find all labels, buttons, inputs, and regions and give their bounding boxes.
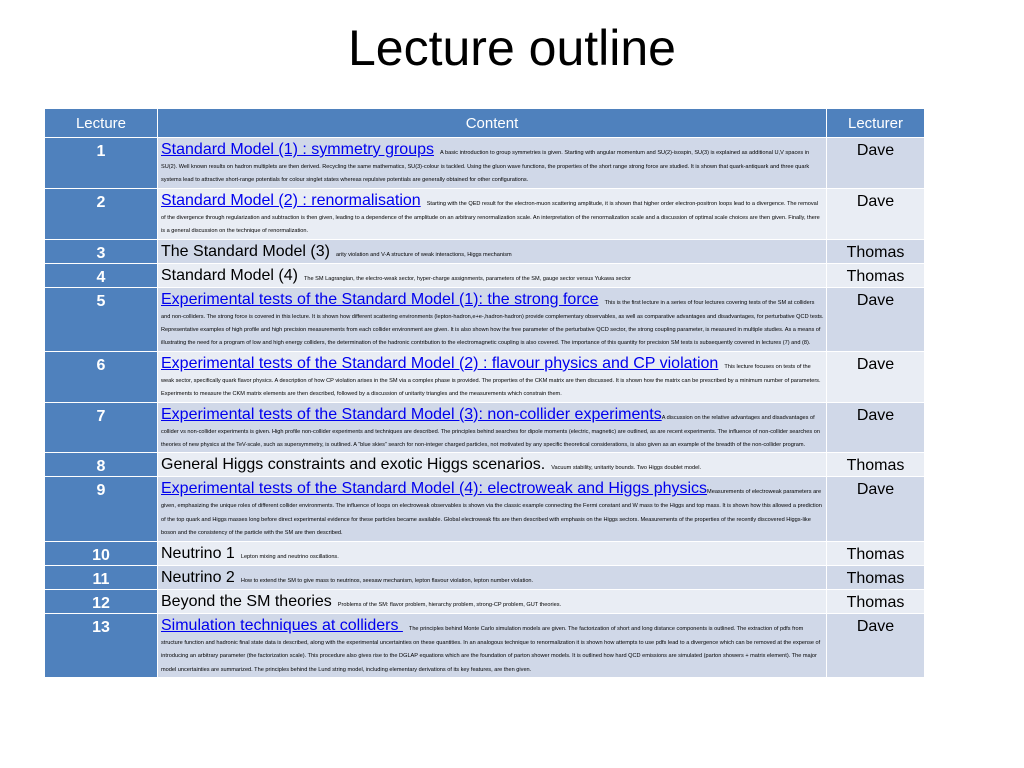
lecture-title-link[interactable]: Experimental tests of the Standard Model (2) : flavour physics and CP violation bbox=[161, 354, 719, 372]
lecture-title: Neutrino 1 bbox=[161, 544, 235, 562]
lecturer-name: Thomas bbox=[827, 565, 925, 589]
table-row bbox=[45, 138, 925, 189]
lecturer-name: Dave bbox=[827, 351, 925, 402]
lecture-description: A discussion on the relative advantages and disadvantages of collider vs non-collider experiments is given. High profile non-collider experiments and techniques are described. The principles behind searches for dipole moments (electric, magnetic) are outlined, as are recent experiments. The influence of non-collider searches on theories of new physics at the TeV-scale, such as supersymmetry, is outlined. A “blue skies” search for non-integer charged particles, not motivated by any specific theoretical considerations, is also given as an example of the breadth of the non-collider program. bbox=[161, 414, 820, 449]
lecture-description: This lecture focuses on tests of the weak sector, specifically quark flavor physics. A description of how CP violation arises in the SM via a complex phase is provided. The properties of the CKM matrix are then discussed. It is shown how the matrix can be prescribed by a minimum number of parameters. Experiments to measure the CKM matrix elements are then described, followed by a discussion of unitarity triangles and the measurements which constrain them. bbox=[161, 363, 821, 398]
lecturer-name: Dave bbox=[827, 188, 925, 239]
lecture-content bbox=[158, 138, 827, 189]
lecture-title-link[interactable]: Standard Model (2) : renormalisation bbox=[161, 191, 421, 209]
lecture-number: 11 bbox=[45, 565, 158, 589]
lecture-title-link[interactable]: Experimental tests of the Standard Model (3): non-collider experiments bbox=[161, 405, 662, 423]
table-row bbox=[45, 239, 925, 263]
lecture-content bbox=[158, 402, 827, 453]
lecturer-name: Dave bbox=[827, 402, 925, 453]
lecture-outline-table bbox=[44, 108, 925, 678]
lecture-description: The principles behind Monte Carlo simulation models are given. The factorization of short and long distance components is outlined. The extraction of pdfs from structure function and hadronic final state data is described, along with the experimental uncertainties on these quantities. In an analogous technique to renormalization it is shown how attempts to use pdfs lead to a divergence which can be removed at the expense of introducing an arbitrary parameter (the factorization scale). This procedure also gives rise to the DGLAP equations which are the foundation of parton shower models. It is outlined how hard QCD emissions are simulated (parton showers + matrix element). The major model uncertainties are summarized. The principles behind the Lund string model, including elementary derivations of its key features, are then given. bbox=[161, 625, 821, 673]
table-body bbox=[45, 138, 925, 678]
table-row bbox=[45, 565, 925, 589]
lecture-number: 10 bbox=[45, 541, 158, 565]
lecture-description: The SM Lagrangian, the electro-weak sector, hyper-charge assignments, parameters of the SM, gauge sector versus Yukawa sector bbox=[303, 275, 631, 282]
lecturer-name: Thomas bbox=[827, 239, 925, 263]
lecture-content bbox=[158, 477, 827, 541]
lecture-title-link[interactable]: Simulation techniques at colliders bbox=[161, 616, 403, 634]
lecture-number: 12 bbox=[45, 589, 158, 613]
lecture-title: General Higgs constraints and exotic Higgs scenarios. bbox=[161, 456, 546, 474]
lecturer-name: Dave bbox=[827, 613, 925, 677]
lecture-title-link[interactable]: Standard Model (1) : symmetry groups bbox=[161, 141, 434, 158]
page-title: Lecture outline bbox=[347, 20, 676, 76]
lecturer-name: Thomas bbox=[827, 263, 925, 287]
header-lecturer: Lecturer bbox=[827, 109, 925, 138]
lecture-number: 8 bbox=[45, 453, 158, 477]
lecture-title: Neutrino 2 bbox=[161, 568, 235, 586]
lecture-number: 1 bbox=[45, 138, 158, 189]
lecturer-name: Dave bbox=[827, 287, 925, 351]
table-row bbox=[45, 589, 925, 613]
lecturer-name: Thomas bbox=[827, 589, 925, 613]
table-row bbox=[45, 287, 925, 351]
lecturer-name: Thomas bbox=[827, 541, 925, 565]
lecture-description: Lepton mixing and neutrino oscillations. bbox=[240, 553, 339, 560]
lecture-content bbox=[158, 613, 827, 677]
lecture-content bbox=[158, 239, 827, 263]
lecture-content bbox=[158, 351, 827, 402]
lecture-title: Beyond the SM theories bbox=[161, 592, 332, 610]
table-header-row bbox=[45, 109, 925, 138]
lecture-number: 7 bbox=[45, 402, 158, 453]
lecture-description: How to extend the SM to give mass to neutrinos, seesaw mechanism, lepton flavour violation, lepton number violation. bbox=[240, 577, 534, 584]
table-row bbox=[45, 351, 925, 402]
lecture-content bbox=[158, 565, 827, 589]
table-row bbox=[45, 613, 925, 677]
lecture-number: 4 bbox=[45, 263, 158, 287]
lecture-description: arity violation and V-A structure of weak interactions, Higgs mechanism bbox=[335, 251, 512, 258]
table-row bbox=[45, 188, 925, 239]
lecture-number: 13 bbox=[45, 613, 158, 677]
lecture-title-link[interactable]: Experimental tests of the Standard Model (4): electroweak and Higgs physics bbox=[161, 480, 708, 498]
lecture-number: 3 bbox=[45, 239, 158, 263]
table-row bbox=[45, 263, 925, 287]
lecture-title-link[interactable]: Experimental tests of the Standard Model (1): the strong force bbox=[161, 290, 599, 308]
lecture-description: Measurements of electroweak parameters are given, emphasizing the unique roles of different collider environments. The influence of loops on electroweak observables is shown via the classic example connecting the Fermi constant and W mass to the Higgs and top mass. It is shown how this allowed a prediction of the top quark and Higgs masses long before direct experimental evidence for these particles became available. Global electroweak fits are then described with emphasis on the Higgs sectors. Measurements of the properties of the recently discovered Higgs-like boson and the consistency of the particle with the SM are then described. bbox=[161, 489, 822, 537]
lecture-description: Vacuum stability, unitarity bounds. Two Higgs doublet model. bbox=[551, 465, 702, 472]
lecture-number: 6 bbox=[45, 351, 158, 402]
lecture-number: 9 bbox=[45, 477, 158, 541]
lecturer-name: Dave bbox=[827, 138, 925, 189]
lecture-description: Starting with the QED result for the electron-muon scattering amplitude, it is shown that higher order electron-positron loops lead to a divergence. The removal of the divergence through regularization and subtraction is then given, leading to a dependence of the amplitude on an arbitrary renormalization scale. An interpretation of the renormalization scale and a discussion of optimal scale choices are then given. Finally, there is a general discussion on the technique of renormalization. bbox=[161, 200, 820, 235]
table-row bbox=[45, 453, 925, 477]
lecture-content bbox=[158, 541, 827, 565]
table-row bbox=[45, 541, 925, 565]
lecture-description: This is the first lecture in a series of four lectures covering tests of the SM at colliders and non-colliders. The strong force is covered in this lecture. It is shown how different scattering environments (lepton-hadron,e+e-,hadron-hadron) provide complementary observables, as well as comparative advantages and disadvantages, for perturbative QCD tests. Representative examples of high profile and high precision measurements from each collider environment are given. It is also shown how the free parameter of the perturbative QCD sector, the strong coupling parameter, is measured in multiple studies. As a means of illustrating the need for a program of low and high energy colliders, the determination of the hadronic contribution to the electromagnetic coupling is also covered. The importance of this quantity for precision SM tests is subsequently covered in lectures (7) and (8). bbox=[161, 299, 824, 347]
lecture-content bbox=[158, 263, 827, 287]
lecture-title: The Standard Model (3) bbox=[161, 242, 330, 260]
lecturer-name: Dave bbox=[827, 477, 925, 541]
lecture-description: Problems of the SM: flavor problem, hierarchy problem, strong-CP problem, GUT theories. bbox=[337, 601, 562, 608]
header-lecture: Lecture bbox=[45, 109, 158, 138]
lecture-content bbox=[158, 589, 827, 613]
lecture-title: Standard Model (4) bbox=[161, 266, 298, 284]
lecture-description: A basic introduction to group symmetries is given. Starting with angular momentum and SU(2)-isospin, SU(3) is explained as additional U,V spaces in SU(2). Well known results on hadron multiplets are then derived. Recycling the same mathematics, SU(3)-colour is tackled. Using the gluon wave functions, the properties of the short range strong force are studied. It is shown that quark-antiquark and three quark systems lead to attractive short-range potentials for colour singlet states whereas repulsive potentials are generally obtained for other configurations. bbox=[161, 150, 810, 184]
lecture-number: 5 bbox=[45, 287, 158, 351]
lecturer-name: Thomas bbox=[827, 453, 925, 477]
header-content: Content bbox=[158, 109, 827, 138]
table-row bbox=[45, 477, 925, 541]
table-row bbox=[45, 402, 925, 453]
lecture-content bbox=[158, 188, 827, 239]
lecture-content bbox=[158, 453, 827, 477]
lecture-content bbox=[158, 287, 827, 351]
lecture-number: 2 bbox=[45, 188, 158, 239]
